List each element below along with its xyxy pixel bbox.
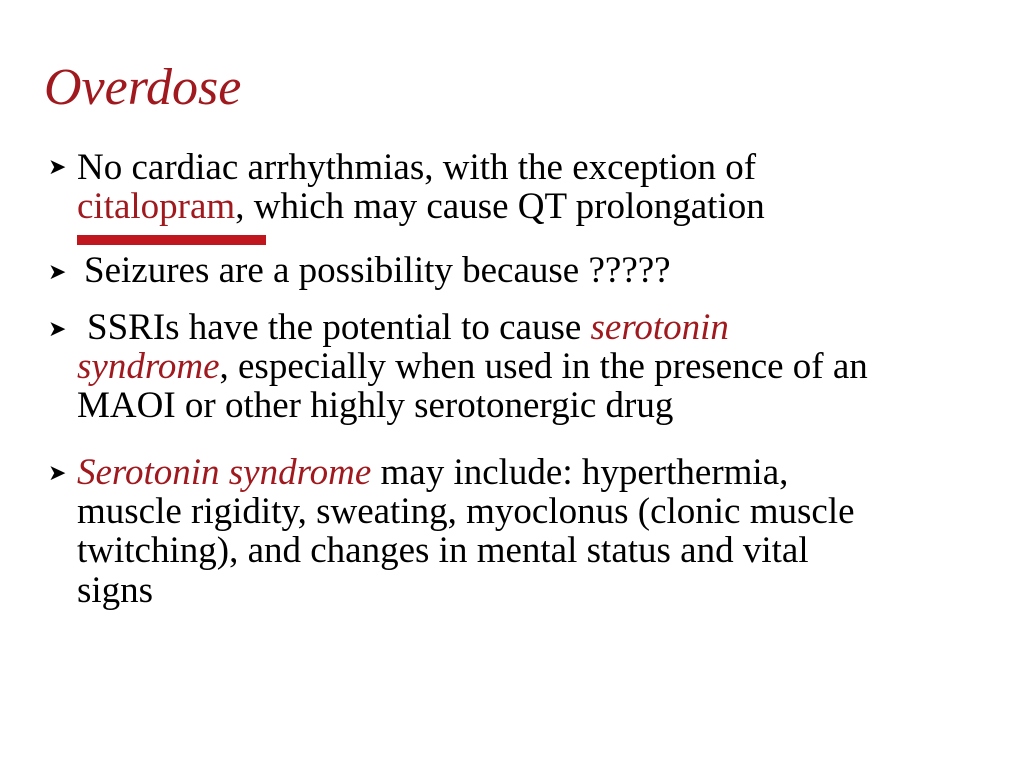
serotonin-syndrome-term: Serotonin syndrome [77,452,372,493]
bullet-2-line-1: Seizures are a possibility because ????? [84,250,671,291]
citalopram-underline-mark [77,235,266,245]
citalopram-term: citalopram [77,186,236,228]
bullet-1-text [77,148,1022,226]
bullet-2-text [84,251,1024,290]
arrow-bullet-icon: ➤ [48,460,67,485]
arrow-bullet-icon: ➤ [48,316,67,341]
bullet-4-text [77,453,1022,610]
bullet-4-line-3: twitching), and changes in mental status and vital [77,530,809,572]
arrow-bullet-icon: ➤ [48,154,67,179]
bullet-3-line-2-rest: , especially when used in the presence of an [219,346,868,388]
bullet-3-text [77,308,1022,426]
bullet-3-line-1 [77,308,1022,347]
arrow-bullet-icon: ➤ [48,259,67,284]
bullet-3-line-2 [77,347,1022,386]
bullet-3-lead: SSRIs have the potential to cause [87,307,591,348]
bullet-1-line-2 [77,187,1022,226]
bullet-1-line-1: No cardiac arrhythmias, with the exception of [77,147,757,188]
bullet-3-line-3: MAOI or other highly serotonergic drug [77,385,674,427]
serotonin-term-part-1: serotonin [590,307,729,348]
bullet-4-line-2: muscle rigidity, sweating, myoclonus (clonic muscle [77,491,855,533]
bullet-1-line-2-rest: , which may cause QT prolongation [235,186,765,228]
bullet-4-line-1 [77,453,1022,492]
serotonin-term-part-2: syndrome [77,346,220,388]
bullet-4-line-1-rest: may include: hyperthermia, [371,452,789,493]
slide-title: Overdose [44,59,242,116]
bullet-4-line-4: signs [77,569,154,611]
